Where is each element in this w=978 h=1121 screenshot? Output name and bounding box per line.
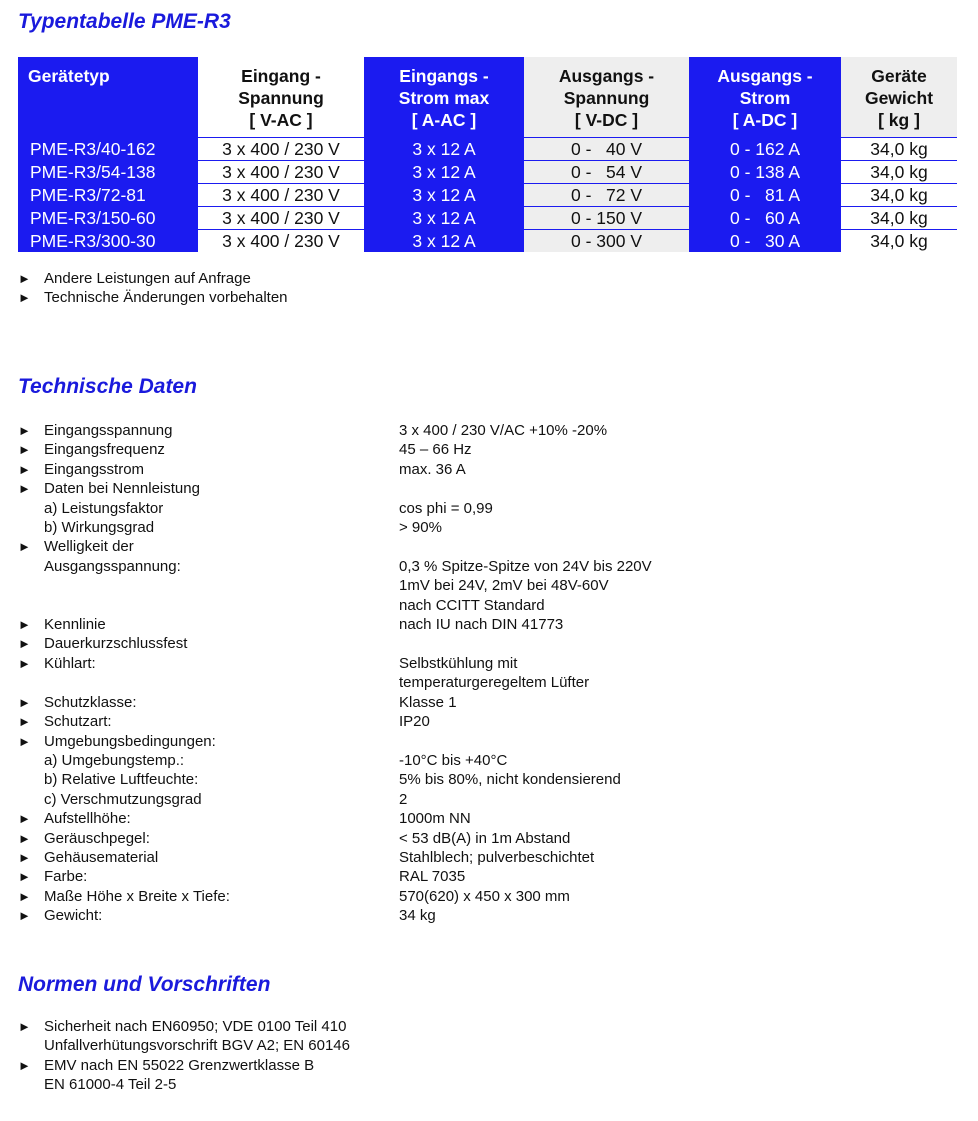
table-section-title: Typentabelle PME-R3 xyxy=(18,10,231,33)
notes-list xyxy=(18,269,288,308)
norm-text: EMV nach EN 55022 Grenzwertklasse B xyxy=(44,1056,315,1074)
tech-value: RAL 7035 xyxy=(399,868,466,886)
cell-weight: 34,0 kg xyxy=(841,207,957,230)
cell-input-voltage: 3 x 400 / 230 V xyxy=(198,207,364,230)
tech-value xyxy=(399,634,718,653)
tech-label: c) Verschmutzungsgrad xyxy=(44,790,202,808)
tech-row xyxy=(18,809,718,828)
tech-value: 1mV bei 24V, 2mV bei 48V-60V xyxy=(399,577,609,595)
table-row xyxy=(18,184,957,207)
tech-label: Farbe: xyxy=(44,868,88,886)
header-line: Ausgangs - xyxy=(717,66,813,86)
tech-label: Dauerkurzschlussfest xyxy=(44,635,188,653)
cell-weight: 34,0 kg xyxy=(841,230,957,253)
norm-text: Sicherheit nach EN60950; VDE 0100 Teil 410 xyxy=(44,1018,347,1035)
cell-output-voltage: 0 - 40 V xyxy=(524,138,689,161)
tech-label: Eingangsfrequenz xyxy=(44,441,165,459)
tech-label xyxy=(18,576,399,595)
bullet-arrow-icon: ► xyxy=(18,811,31,827)
tech-row xyxy=(18,906,718,925)
tech-value: -10°C bis +40°C xyxy=(399,751,508,769)
tech-label: Welligkeit der xyxy=(44,538,134,556)
tech-label xyxy=(18,596,399,615)
bullet-arrow-icon: ► xyxy=(18,733,31,749)
tech-label: a) Umgebungstemp.: xyxy=(44,751,185,769)
type-table xyxy=(18,57,957,252)
cell-output-voltage: 0 - 54 V xyxy=(524,161,689,184)
cell-device-type: PME-R3/40-162 xyxy=(18,138,198,161)
table-row xyxy=(18,230,957,253)
tech-value: 3 x 400 / 230 V/AC +10% -20% xyxy=(399,422,608,439)
tech-row xyxy=(18,576,718,595)
header-line: [ A-AC ] xyxy=(411,110,477,130)
tech-label: Maße Höhe x Breite x Tiefe: xyxy=(44,887,230,905)
cell-weight: 34,0 kg xyxy=(841,184,957,207)
tech-label: Kennlinie xyxy=(44,616,106,634)
header-input-voltage xyxy=(198,57,364,138)
header-line: Ausgangs - xyxy=(558,66,655,86)
header-line: Spannung xyxy=(563,88,650,108)
tech-row xyxy=(18,770,718,789)
header-line: [ kg ] xyxy=(878,110,920,130)
tech-row xyxy=(18,790,718,809)
tech-value: Klasse 1 xyxy=(399,693,457,711)
tech-value: 0,3 % Spitze-Spitze von 24V bis 220V xyxy=(399,557,652,575)
norm-text: EN 61000-4 Teil 2-5 xyxy=(44,1076,177,1094)
header-line: Geräte xyxy=(871,66,927,86)
header-input-current xyxy=(364,57,524,138)
tech-value: 2 xyxy=(399,790,408,808)
tech-label: Umgebungsbedingungen: xyxy=(44,732,216,750)
tech-row xyxy=(18,829,718,848)
cell-input-current: 3 x 12 A xyxy=(364,207,524,230)
norm-text: Unfallverhütungsvorschrift BGV A2; EN 60146 xyxy=(44,1037,350,1055)
norms-section-title: Normen und Vorschriften xyxy=(18,973,271,996)
tech-row xyxy=(18,751,718,770)
header-output-current xyxy=(689,57,841,138)
bullet-arrow-icon: ► xyxy=(18,461,31,477)
norm-item xyxy=(18,1056,350,1095)
bullet-arrow-icon: ► xyxy=(18,271,31,286)
tech-section-title: Technische Daten xyxy=(18,375,197,398)
tech-value xyxy=(399,479,718,498)
tech-row xyxy=(18,634,718,653)
cell-device-type: PME-R3/54-138 xyxy=(18,161,198,184)
cell-input-current: 3 x 12 A xyxy=(364,161,524,184)
header-line: [ V-AC ] xyxy=(249,110,313,130)
tech-row xyxy=(18,712,718,731)
tech-value: Stahlblech; pulverbeschichtet xyxy=(399,848,595,866)
tech-row xyxy=(18,732,718,751)
cell-input-voltage: 3 x 400 / 230 V xyxy=(198,184,364,207)
tech-row xyxy=(18,848,718,867)
tech-label: Gehäusematerial xyxy=(44,848,159,866)
cell-output-voltage: 0 - 150 V xyxy=(524,207,689,230)
cell-input-current: 3 x 12 A xyxy=(364,230,524,253)
tech-value: 5% bis 80%, nicht kondensierend xyxy=(399,771,621,789)
tech-label xyxy=(18,673,399,692)
tech-label: Schutzart: xyxy=(44,713,112,731)
tech-label: a) Leistungsfaktor xyxy=(44,499,164,517)
cell-output-current: 0 - 81 A xyxy=(689,184,841,207)
header-line: [ V-DC ] xyxy=(574,110,639,130)
bullet-arrow-icon: ► xyxy=(18,869,31,885)
cell-output-current: 0 - 60 A xyxy=(689,207,841,230)
tech-row xyxy=(18,654,718,673)
tech-row xyxy=(18,867,718,886)
header-line: Spannung xyxy=(238,88,324,108)
bullet-arrow-icon: ► xyxy=(18,694,31,710)
bullet-arrow-icon: ► xyxy=(18,714,31,730)
cell-input-voltage: 3 x 400 / 230 V xyxy=(198,138,364,161)
cell-output-voltage: 0 - 300 V xyxy=(524,230,689,253)
tech-value: 34 kg xyxy=(399,907,436,925)
bullet-arrow-icon: ► xyxy=(18,481,31,497)
note-item xyxy=(18,269,288,288)
tech-value: > 90% xyxy=(399,519,442,537)
bullet-arrow-icon: ► xyxy=(18,908,31,924)
bullet-arrow-icon: ► xyxy=(18,636,31,652)
tech-row xyxy=(18,518,718,537)
tech-row xyxy=(18,537,718,556)
cell-weight: 34,0 kg xyxy=(841,138,957,161)
header-line: Eingang - xyxy=(241,66,321,86)
tech-value: 1000m NN xyxy=(399,810,471,828)
bullet-arrow-icon: ► xyxy=(18,539,31,555)
tech-row xyxy=(18,615,718,634)
tech-label: Eingangsstrom xyxy=(44,460,145,478)
cell-output-current: 0 - 138 A xyxy=(689,161,841,184)
header-output-voltage xyxy=(524,57,689,138)
cell-device-type: PME-R3/300-30 xyxy=(18,230,198,253)
tech-label: b) Relative Luftfeuchte: xyxy=(44,771,199,789)
tech-value: < 53 dB(A) in 1m Abstand xyxy=(399,829,571,847)
tech-value: 570(620) x 450 x 300 mm xyxy=(399,887,570,905)
tech-row xyxy=(18,557,718,576)
tech-value: nach IU nach DIN 41773 xyxy=(399,616,564,634)
tech-value xyxy=(399,732,718,751)
tech-label: Aufstellhöhe: xyxy=(44,810,131,828)
tech-row xyxy=(18,499,718,518)
tech-label: Ausgangsspannung: xyxy=(44,557,181,575)
tech-row xyxy=(18,693,718,712)
bullet-arrow-icon: ► xyxy=(18,1019,31,1034)
header-line: Gewicht xyxy=(864,88,934,108)
bullet-arrow-icon: ► xyxy=(18,1057,31,1073)
tech-row xyxy=(18,440,718,459)
header-line: Strom xyxy=(739,88,791,108)
tech-label: Kühlart: xyxy=(44,654,96,672)
cell-device-type: PME-R3/72-81 xyxy=(18,184,198,207)
tech-value xyxy=(399,537,718,556)
tech-value: temperaturgeregeltem Lüfter xyxy=(399,674,590,692)
header-weight xyxy=(841,57,957,138)
tech-label: b) Wirkungsgrad xyxy=(44,519,155,537)
header-device-type xyxy=(18,57,198,138)
norms-list xyxy=(18,1017,350,1095)
tech-row xyxy=(18,479,718,498)
tech-value: Selbstkühlung mit xyxy=(399,654,518,672)
tech-label: Schutzklasse: xyxy=(44,693,137,711)
header-line: Eingangs - xyxy=(399,66,489,86)
tech-value: max. 36 A xyxy=(399,460,466,478)
tech-label: Daten bei Nennleistung xyxy=(44,480,200,498)
bullet-arrow-icon: ► xyxy=(18,423,31,438)
cell-output-voltage: 0 - 72 V xyxy=(524,184,689,207)
tech-data-list xyxy=(18,421,718,926)
header-line: Gerätetyp xyxy=(28,66,110,86)
cell-input-current: 3 x 12 A xyxy=(364,138,524,161)
cell-weight: 34,0 kg xyxy=(841,161,957,184)
bullet-arrow-icon: ► xyxy=(18,290,31,306)
note-text: Technische Änderungen vorbehalten xyxy=(44,289,288,307)
norm-item xyxy=(18,1017,350,1056)
cell-output-current: 0 - 162 A xyxy=(689,138,841,161)
note-text: Andere Leistungen auf Anfrage xyxy=(44,270,251,287)
tech-row xyxy=(18,596,718,615)
bullet-arrow-icon: ► xyxy=(18,849,31,865)
cell-input-voltage: 3 x 400 / 230 V xyxy=(198,230,364,253)
cell-input-current: 3 x 12 A xyxy=(364,184,524,207)
bullet-arrow-icon: ► xyxy=(18,655,31,671)
header-line: [ A-DC ] xyxy=(732,110,798,130)
tech-label: Gewicht: xyxy=(44,907,103,925)
tech-label: Eingangsspannung xyxy=(44,422,173,439)
tech-value: 45 – 66 Hz xyxy=(399,441,472,459)
bullet-arrow-icon: ► xyxy=(18,888,31,904)
header-line: Strom max xyxy=(398,88,490,108)
bullet-arrow-icon: ► xyxy=(18,442,31,458)
tech-row xyxy=(18,673,718,692)
tech-row xyxy=(18,887,718,906)
tech-row xyxy=(18,460,718,479)
bullet-arrow-icon: ► xyxy=(18,617,31,633)
table-row xyxy=(18,207,957,230)
tech-row xyxy=(18,421,718,440)
cell-device-type: PME-R3/150-60 xyxy=(18,207,198,230)
note-item xyxy=(18,288,288,307)
table-row xyxy=(18,138,957,161)
cell-output-current: 0 - 30 A xyxy=(689,230,841,253)
cell-input-voltage: 3 x 400 / 230 V xyxy=(198,161,364,184)
table-row xyxy=(18,161,957,184)
tech-value: nach CCITT Standard xyxy=(399,596,545,614)
tech-value: IP20 xyxy=(399,713,430,731)
tech-label: Geräuschpegel: xyxy=(44,829,150,847)
bullet-arrow-icon: ► xyxy=(18,830,31,846)
tech-value: cos phi = 0,99 xyxy=(399,499,493,517)
